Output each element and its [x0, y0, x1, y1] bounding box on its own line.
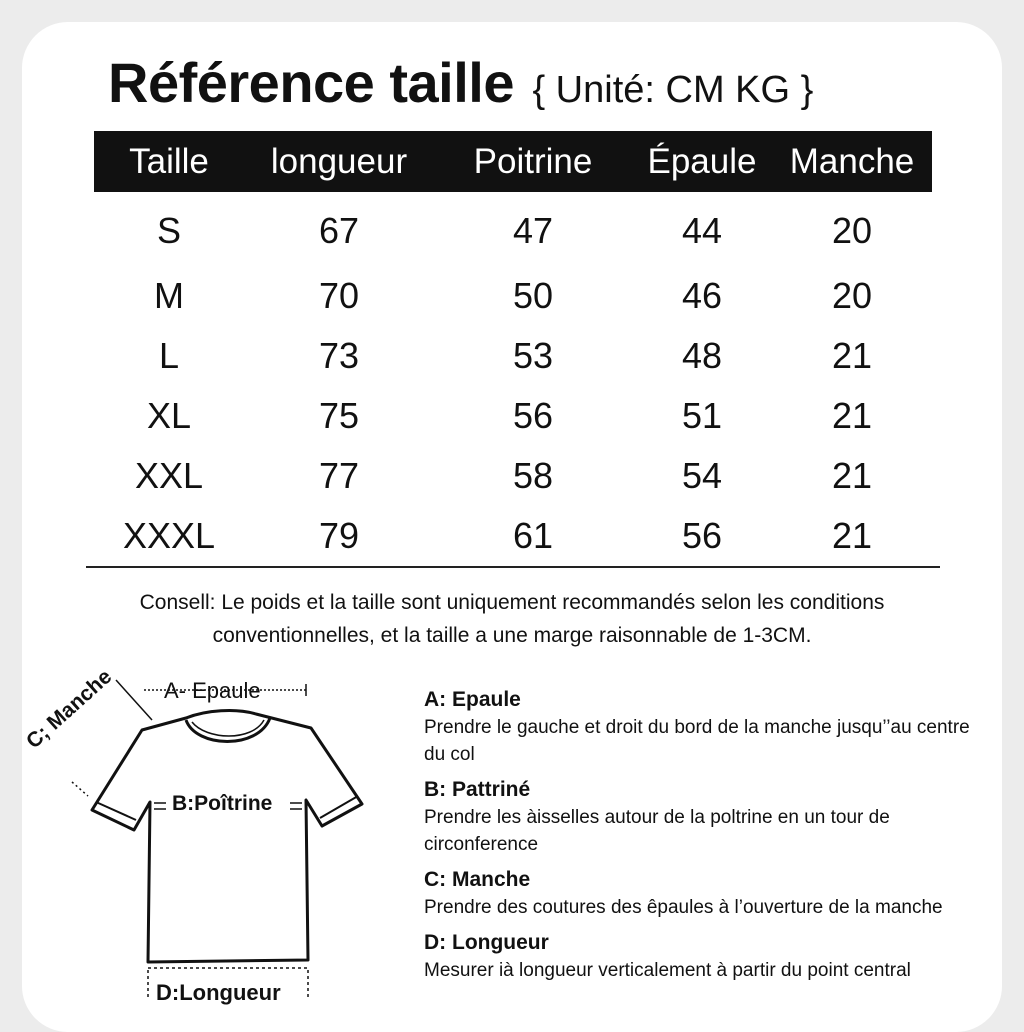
definition-title: C: Manche: [424, 868, 531, 891]
definition-text: Mesurer ià longueur verticalement à partir du point central: [424, 960, 911, 981]
advice-text: Consell: Le poids et la taille sont uniquement recommandés selon les conditions conventionnelles, et la taille a une marge raisonnable de 1-3CM.: [139, 591, 885, 647]
epaule-label: A- Epaule: [164, 678, 261, 703]
unit-note: { Unité: CM KG }: [532, 69, 814, 111]
table-cell: 75: [318, 395, 360, 436]
table-row: [94, 506, 932, 566]
poitrine-label: B:Poîtrine: [172, 792, 273, 815]
size-table: [94, 131, 932, 566]
manche-label: C; Manche: [21, 665, 117, 754]
table-cell: 21: [831, 335, 873, 376]
table-cell: 46: [681, 275, 723, 316]
table-cell: M: [154, 275, 184, 316]
definition-longueur: [424, 929, 994, 984]
header-epaule: Épaule: [632, 131, 772, 192]
tshirt-diagram: [21, 665, 386, 1015]
table-cell: 50: [512, 275, 554, 316]
table-row: [94, 326, 932, 386]
table-cell: 48: [681, 335, 723, 376]
table-cell: 53: [512, 335, 554, 376]
table-row: [94, 266, 932, 326]
table-cell: 56: [681, 515, 723, 556]
table-cell: 20: [831, 275, 873, 316]
table-cell: 21: [831, 395, 873, 436]
table-cell: 67: [318, 210, 360, 251]
definition-text: Prendre les àisselles autour de la poltrine en un tour de circonference: [424, 807, 890, 855]
header-taille: Taille: [94, 131, 244, 192]
tshirt-outline-icon: [36, 670, 386, 1015]
definition-text: Prendre le gauche et droit du bord de la manche jusqu’’au centre du col: [424, 717, 970, 765]
table-cell: 21: [831, 515, 873, 556]
table-cell: 20: [831, 210, 873, 251]
header-poitrine: Poitrine: [434, 131, 632, 192]
divider: [86, 566, 940, 568]
table-cell: 77: [318, 455, 360, 496]
table-cell: 44: [681, 210, 723, 251]
table-cell: 54: [681, 455, 723, 496]
longueur-label: D:Longueur: [156, 980, 281, 1005]
table-cell: 61: [512, 515, 554, 556]
definition-poitrine: [424, 776, 994, 858]
table-cell: L: [158, 335, 180, 376]
table-cell: 58: [512, 455, 554, 496]
definition-manche: [424, 866, 994, 921]
page-title: Référence taille: [108, 51, 514, 114]
definition-title: A: Epaule: [424, 688, 521, 711]
definition-title: B: Pattriné: [424, 778, 531, 801]
definition-epaule: [424, 686, 994, 768]
table-row: [94, 386, 932, 446]
measurement-definitions: [424, 686, 994, 992]
table-row: [94, 192, 932, 266]
table-cell: 56: [512, 395, 554, 436]
table-cell: 73: [318, 335, 360, 376]
table-cell: 79: [318, 515, 360, 556]
table-cell: XXXL: [122, 515, 216, 556]
table-cell: XXL: [134, 455, 204, 496]
header-manche: Manche: [772, 131, 932, 192]
table-cell: 21: [831, 455, 873, 496]
table-cell: 47: [512, 210, 554, 251]
table-row: [94, 446, 932, 506]
header-longueur: longueur: [244, 131, 434, 192]
title-row: [108, 50, 928, 120]
table-cell: XL: [146, 395, 192, 436]
table-cell: S: [156, 210, 181, 251]
definition-title: D: Longueur: [424, 931, 549, 954]
definition-text: Prendre des coutures des êpaules à l’ouverture de la manche: [424, 897, 943, 918]
table-cell: 70: [318, 275, 360, 316]
table-cell: 51: [681, 395, 723, 436]
table-header-row: [94, 131, 932, 192]
